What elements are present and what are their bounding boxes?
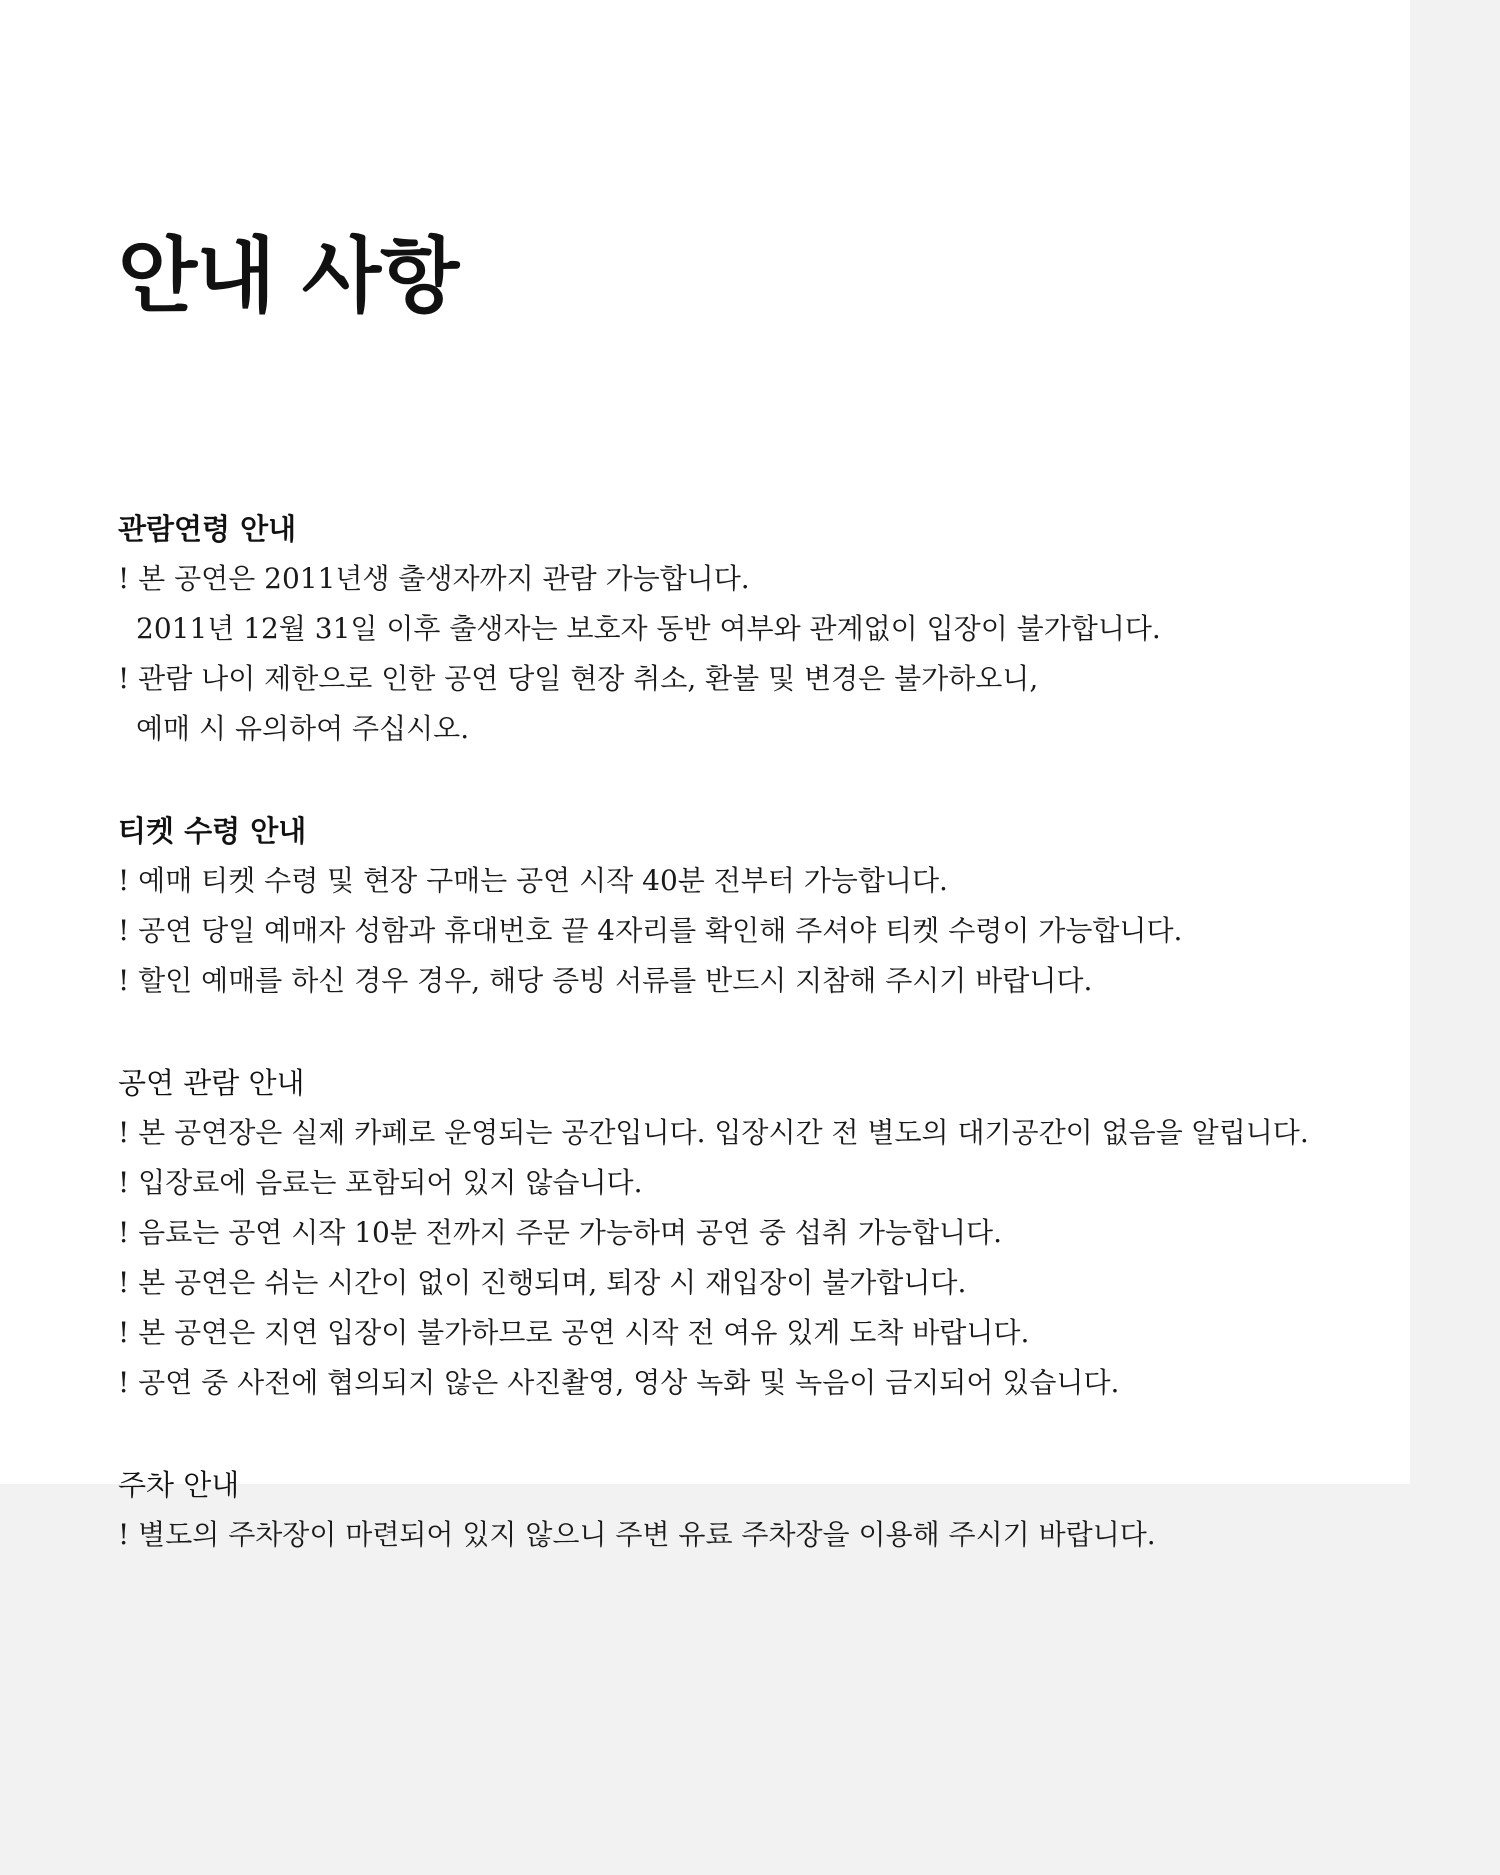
- section-heading: 티켓 수령 안내: [118, 814, 307, 848]
- notice-line: ! 공연 중 사전에 협의되지 않은 사진촬영, 영상 녹화 및 녹음이 금지되어 있습니다.: [118, 1366, 1120, 1399]
- notice-line: ! 본 공연은 2011년생 출생자까지 관람 가능합니다.: [118, 562, 750, 595]
- section-age-restriction: [118, 504, 1418, 754]
- section-viewing-guide: [118, 1058, 1418, 1408]
- notice-line: ! 본 공연장은 실제 카페로 운영되는 공간입니다. 입장시간 전 별도의 대기공간이 없음을 알립니다.: [118, 1116, 1309, 1149]
- notice-line: ! 할인 예매를 하신 경우 경우, 해당 증빙 서류를 반드시 지참해 주시기 바랍니다.: [118, 964, 1093, 997]
- notice-line: ! 본 공연은 지연 입장이 불가하므로 공연 시작 전 여유 있게 도착 바랍니다.: [118, 1316, 1030, 1349]
- notice-line: ! 관람 나이 제한으로 인한 공연 당일 현장 취소, 환불 및 변경은 불가하오니,: [118, 662, 1039, 695]
- section-heading: 관람연령 안내: [118, 512, 297, 546]
- notice-line: ! 별도의 주차장이 마련되어 있지 않으니 주변 유료 주차장을 이용해 주시기 바랍니다.: [118, 1518, 1156, 1551]
- section-heading: 공연 관람 안내: [118, 1066, 305, 1100]
- notice-line: 예매 시 유의하여 주십시오.: [136, 712, 470, 745]
- section-ticket-pickup: [118, 806, 1418, 1006]
- notice-line: ! 입장료에 음료는 포함되어 있지 않습니다.: [118, 1166, 643, 1199]
- notice-line: ! 본 공연은 쉬는 시간이 없이 진행되며, 퇴장 시 재입장이 불가합니다.: [118, 1266, 967, 1299]
- notice-line: ! 공연 당일 예매자 성함과 휴대번호 끝 4자리를 확인해 주셔야 티켓 수령이 가능합니다.: [118, 914, 1183, 947]
- notice-line: ! 음료는 공연 시작 10분 전까지 주문 가능하며 공연 중 섭취 가능합니다.: [118, 1216, 1002, 1249]
- section-parking: [118, 1460, 1418, 1560]
- notice-line: ! 예매 티켓 수령 및 현장 구매는 공연 시작 40분 전부터 가능합니다.: [118, 864, 948, 897]
- page-title: 안내 사항: [118, 229, 459, 324]
- section-heading: 주차 안내: [118, 1468, 240, 1502]
- notice-line: 2011년 12월 31일 이후 출생자는 보호자 동반 여부와 관계없이 입장이 불가합니다.: [136, 612, 1161, 645]
